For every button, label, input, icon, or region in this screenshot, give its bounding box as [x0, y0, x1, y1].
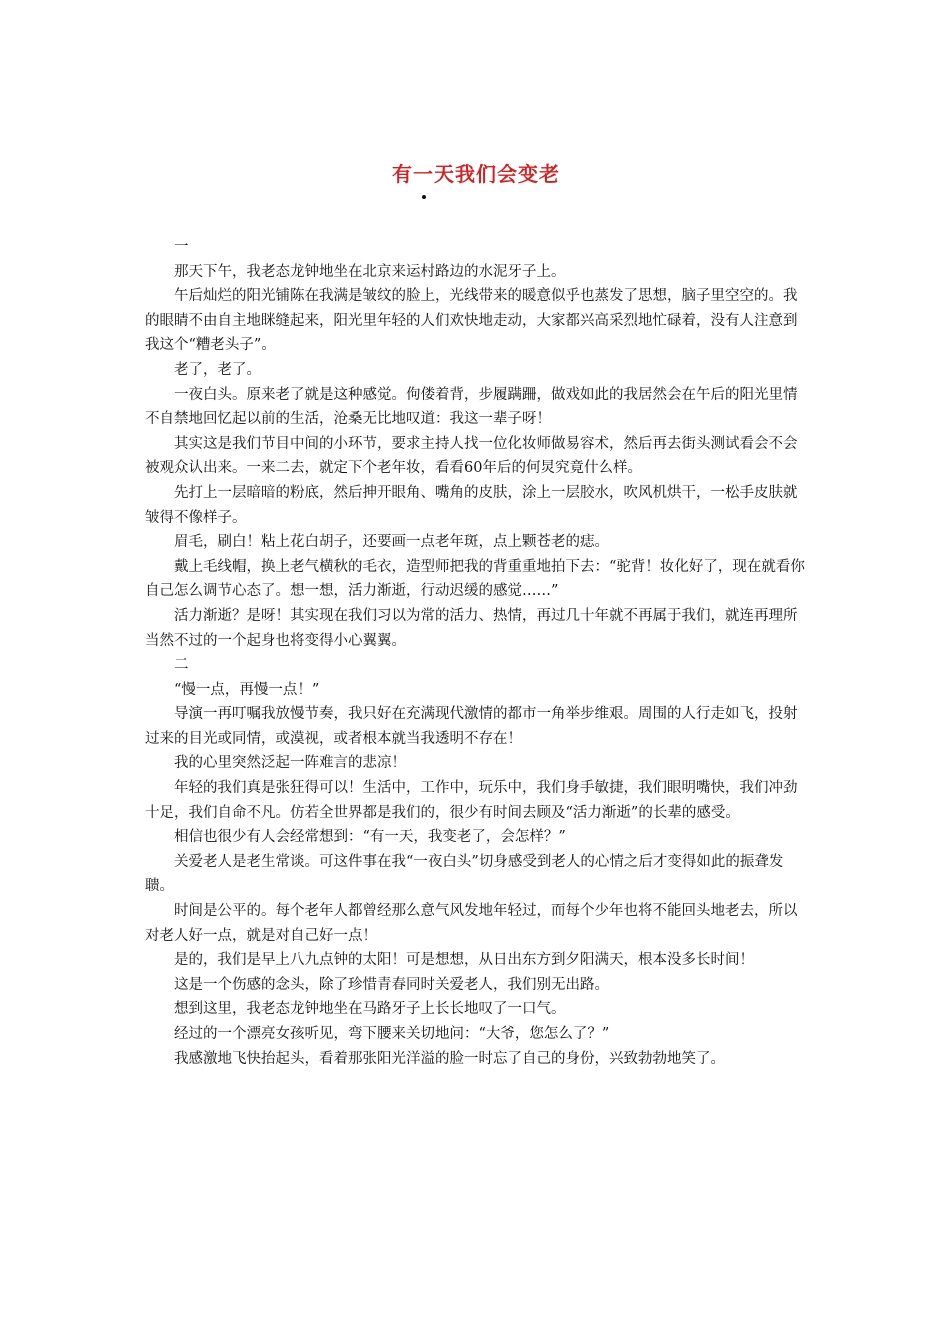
paragraph: 相信也很少有人会经常想到：“有一天，我变老了，会怎样？”: [174, 829, 566, 846]
paragraph: 其实这是我们节目中间的小环节，要求主持人找一位化妆师做易容术，然后再去街头测试看会不会被观众认出来。一来二去，就定下个老年妆，看看60年后的何炅究竟什么样。: [145, 435, 798, 477]
paragraph: “慢一点，再慢一点！”: [174, 681, 320, 698]
paragraph: 年轻的我们真是张狂得可以！生活中，工作中，玩乐中，我们身手敏捷，我们眼明嘴快，我们冲劲十足，我们自命不凡。仿若全世界都是我们的，很少有时间去顾及“活力渐逝”的长辈的感受。: [145, 780, 798, 821]
paragraph: 想到这里，我老态龙钟地坐在马路牙子上长长地叹了一口气。: [174, 1001, 566, 1018]
paragraph: 先打上一层暗暗的粉底，然后抻开眼角、嘴角的皮肤，涂上一层胶水，吹风机烘干，一松手皮肤就皱得不像样子。: [145, 484, 798, 526]
bullet-dot: [422, 195, 426, 199]
paragraph: 我感激地飞快抬起头，看着那张阳光洋溢的脸一时忘了自己的身份，兴致勃勃地笑了。: [174, 1050, 725, 1067]
paragraph: 时间是公平的。每个老年人都曾经那么意气风发地年轻过，而每个少年也将不能回头地老去，所以对老人好一点，就是对自己好一点！: [145, 903, 798, 944]
paragraph: 戴上毛线帽，换上老气横秋的毛衣，造型师把我的背重重地拍下去：“驼背！妆化好了，现在就看你自己怎么调节心态了。想一想，活力渐逝，行动迟缓的感觉……”: [145, 558, 805, 600]
paragraph: 这是一个伤感的念头，除了珍惜青春同时关爱老人，我们别无出路。: [174, 976, 609, 993]
paragraph: 关爱老人是老生常谈。可这件事在我“一夜白头”切身感受到老人的心情之后才变得如此的振聋发聩。: [145, 853, 784, 895]
paragraph: 我的心里突然泛起一阵难言的悲凉！: [174, 755, 406, 772]
section-heading-1: 一: [174, 239, 189, 255]
article-body: [145, 235, 807, 1071]
paragraph: 眉毛，刷白！粘上花白胡子，还要画一点老年斑，点上颗苍老的痣。: [174, 534, 609, 551]
section-heading-2: 二: [174, 657, 189, 674]
paragraph: 经过的一个漂亮女孩听见，弯下腰来关切地问：“大爷，您怎么了？”: [174, 1026, 610, 1042]
paragraph: 导演一再叮嘱我放慢节奏，我只好在充满现代激情的都市一角举步维艰。周围的人行走如飞，投射过来的目光或同情，或漠视，或者根本就当我透明不存在！: [145, 706, 798, 747]
paragraph: 活力渐逝？是呀！其实现在我们习以为常的活力、热情，再过几十年就不再属于我们，就连再理所当然不过的一个起身也将变得小心翼翼。: [145, 607, 798, 649]
paragraph: 那天下午，我老态龙钟地坐在北京来运村路边的水泥牙子上。: [174, 263, 566, 280]
paragraph: 是的，我们是早上八九点钟的太阳！可是想想，从日出东方到夕阳满天，根本没多长时间！: [174, 952, 754, 969]
paragraph: 老了，老了。: [174, 361, 261, 378]
paragraph: 一夜白头。原来老了就是这种感觉。佝偻着背，步履蹒跚，做戏如此的我居然会在午后的阳光里情不自禁地回忆起以前的生活，沧桑无比地叹道：我这一辈子呀！: [145, 386, 798, 428]
page-title: 有一天我们会变老: [392, 162, 560, 186]
paragraph: 午后灿烂的阳光铺陈在我满是皱纹的脸上，光线带来的暖意似乎也蒸发了思想，脑子里空空的。我的眼睛不由自主地眯缝起来，阳光里年轻的人们欢快地走动，大家都兴高采烈地忙碌着，没有人注意到我这个“糟老头子”。: [145, 288, 798, 354]
